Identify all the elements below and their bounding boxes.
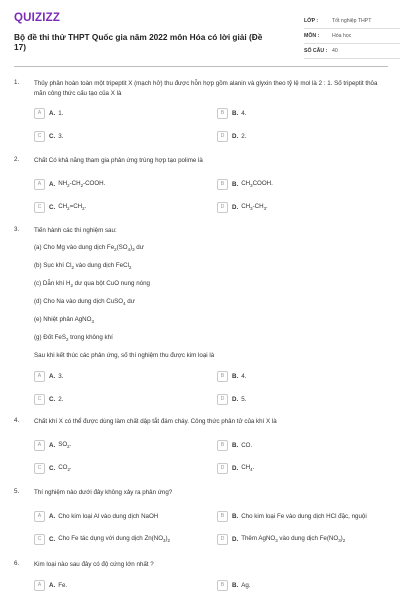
option-label: B. — [232, 441, 239, 449]
question-6 — [14, 560, 388, 596]
option-d[interactable] — [217, 393, 246, 405]
question-text: Kim loại nào sau đây có độ cứng lớn nhất ? — [34, 561, 154, 568]
option-letter: C — [34, 202, 45, 213]
option-a[interactable] — [34, 107, 63, 119]
option-a[interactable] — [34, 370, 63, 382]
option-d[interactable] — [217, 201, 268, 213]
option-label: D. — [232, 535, 239, 543]
option-label: A. — [49, 372, 56, 380]
option-letter: A — [34, 580, 45, 591]
meta-row-class — [304, 14, 400, 29]
option-text: 1. — [58, 109, 64, 117]
option-letter: D — [217, 131, 228, 142]
meta-row-subject — [304, 29, 400, 44]
option-label: C. — [49, 464, 56, 472]
option-letter: C — [34, 463, 45, 474]
option-c[interactable] — [34, 201, 86, 213]
option-letter: B — [217, 108, 228, 119]
option-text: Cho kim loại Al vào dung dịch NaOH — [58, 512, 159, 520]
header — [14, 12, 388, 57]
experiment-item: (d) Cho Na vào dung dịch CuSO$_4$ dư — [34, 298, 135, 307]
option-text: $CH_2=CH_2$. — [58, 202, 87, 212]
option-letter: D — [217, 394, 228, 405]
meta-key: SỐ CÂU : — [304, 48, 328, 54]
question-5 — [14, 488, 388, 548]
option-label: A. — [49, 581, 56, 589]
option-c[interactable] — [34, 393, 63, 405]
option-d[interactable] — [217, 533, 345, 545]
option-letter: B — [217, 179, 228, 190]
question-3 — [14, 226, 388, 406]
meta-key: MÔN : — [304, 33, 320, 39]
quizizz-logo: QUIZIZZ — [14, 12, 61, 24]
question-number: 3. — [14, 226, 20, 233]
option-text: Ag. — [241, 581, 251, 589]
option-text: $SO_2$. — [58, 440, 72, 450]
option-label: D. — [232, 203, 239, 211]
option-label: B. — [232, 512, 239, 520]
question-2 — [14, 156, 388, 216]
option-text: 3. — [58, 372, 64, 380]
option-label: C. — [49, 203, 56, 211]
option-text: Cho kim loại Fe vào dung dịch HCl đặc, nguội — [241, 512, 367, 520]
experiment-item: (c) Dẫn khí $H_2$ dư qua bột CuO nung nóng — [34, 280, 150, 289]
option-text: 5. — [241, 395, 247, 403]
option-c[interactable] — [34, 462, 72, 474]
option-text: 3. — [58, 132, 64, 140]
question-text: Thủy phân hoàn toàn một tripeptit X (mạch hở) thu được hỗn hợp gồm alanin và glyxin theo tỷ lệ mol là 2 : 1. Số tripeptit thỏa mãn công thức cấu tạo của X là — [34, 80, 378, 97]
option-text: Fe. — [58, 581, 68, 589]
question-stem: Sau khi kết thúc các phản ứng, số thí nghiệm thu được kim loại là — [34, 352, 215, 359]
question-number: 2. — [14, 156, 20, 163]
option-a[interactable] — [34, 510, 158, 522]
option-label: C. — [49, 535, 56, 543]
option-letter: B — [217, 511, 228, 522]
option-letter: A — [34, 440, 45, 451]
experiment-item: (e) Nhiệt phân AgNO$_3$ — [34, 316, 94, 325]
question-text: Thí nghiệm nào dưới đây không xảy ra phản ứng? — [34, 489, 173, 496]
option-text: Thêm AgNO$_3$ vào dung dịch $Fe(NO_3)_2$ — [241, 534, 346, 544]
option-label: A. — [49, 512, 56, 520]
option-letter: D — [217, 202, 228, 213]
option-letter: A — [34, 179, 45, 190]
option-d[interactable] — [217, 130, 246, 142]
experiment-item: (a) Cho Mg vào dung dịch $Fe_2(SO_4)_3$ dư — [34, 244, 144, 253]
option-label: D. — [232, 464, 239, 472]
experiment-item: (g) Đốt FeS$_2$ trong không khí — [34, 334, 113, 343]
option-label: D. — [232, 395, 239, 403]
option-text: $CH_4$. — [241, 463, 255, 473]
page-title: Bộ đề thi thử THPT Quốc gia năm 2022 môn Hóa có lời giải (Đề 17) — [14, 32, 263, 52]
option-letter: C — [34, 131, 45, 142]
option-label: A. — [49, 441, 56, 449]
option-letter: A — [34, 511, 45, 522]
option-text: 4. — [241, 109, 247, 117]
option-b[interactable] — [217, 579, 250, 591]
option-text: $CH_3-CH_3$. — [241, 202, 268, 212]
option-letter: B — [217, 371, 228, 382]
option-c[interactable] — [34, 130, 63, 142]
option-b[interactable] — [217, 510, 367, 522]
option-b[interactable] — [217, 107, 246, 119]
question-text: Chất khí X có thể được dùng làm chất dập tắt đám cháy. Công thức phân tử của khí X là — [34, 418, 277, 425]
option-label: B. — [232, 581, 239, 589]
option-text: CO. — [241, 441, 253, 449]
option-letter: C — [34, 534, 45, 545]
option-a[interactable] — [34, 439, 71, 451]
option-text: 4. — [241, 372, 247, 380]
option-text: 2. — [58, 395, 64, 403]
option-letter: B — [217, 440, 228, 451]
meta-value: Hóa học — [332, 33, 352, 39]
option-letter: A — [34, 108, 45, 119]
option-label: C. — [49, 395, 56, 403]
option-text: $NH_2-CH_2$-COOH. — [58, 179, 106, 189]
option-text: Cho Fe tác dụng với dung dịch $Zn(NO_3)_2$ — [58, 534, 170, 544]
meta-value: 40 — [332, 48, 338, 54]
option-b[interactable] — [217, 178, 273, 190]
question-text: Tiến hành các thí nghiệm sau: — [34, 227, 117, 234]
option-b[interactable] — [217, 370, 246, 382]
option-text: $CO_2$. — [58, 463, 72, 473]
experiment-item: (b) Sục khí $Cl_2$ vào dung dịch FeCl$_2$ — [34, 262, 132, 271]
option-text: 2. — [241, 132, 247, 140]
option-letter: C — [34, 394, 45, 405]
option-letter: D — [217, 463, 228, 474]
option-d[interactable] — [217, 462, 254, 474]
option-label: A. — [49, 109, 56, 117]
option-label: B. — [232, 372, 239, 380]
option-b[interactable] — [217, 439, 252, 451]
question-number: 4. — [14, 417, 20, 424]
option-a[interactable] — [34, 178, 105, 190]
option-label: A. — [49, 180, 56, 188]
option-letter: B — [217, 580, 228, 591]
question-number: 1. — [14, 79, 20, 86]
question-text: Chất Có khả năng tham gia phản ứng trùng hợp tạo polime là — [34, 157, 203, 164]
option-c[interactable] — [34, 533, 170, 545]
question-1 — [14, 79, 388, 149]
meta-row-count — [304, 44, 400, 59]
question-number: 6. — [14, 560, 20, 567]
question-4 — [14, 417, 388, 477]
meta-table — [304, 14, 400, 59]
option-label: D. — [232, 132, 239, 140]
option-letter: A — [34, 371, 45, 382]
option-text: $CH_3COOH$. — [241, 179, 273, 189]
option-a[interactable] — [34, 579, 67, 591]
option-label: B. — [232, 109, 239, 117]
option-label: C. — [49, 132, 56, 140]
option-label: B. — [232, 180, 239, 188]
header-divider — [14, 66, 388, 67]
meta-key: LỚP : — [304, 18, 319, 24]
option-letter: D — [217, 534, 228, 545]
meta-value: Tốt nghiệp THPT — [332, 18, 372, 24]
question-number: 5. — [14, 488, 20, 495]
